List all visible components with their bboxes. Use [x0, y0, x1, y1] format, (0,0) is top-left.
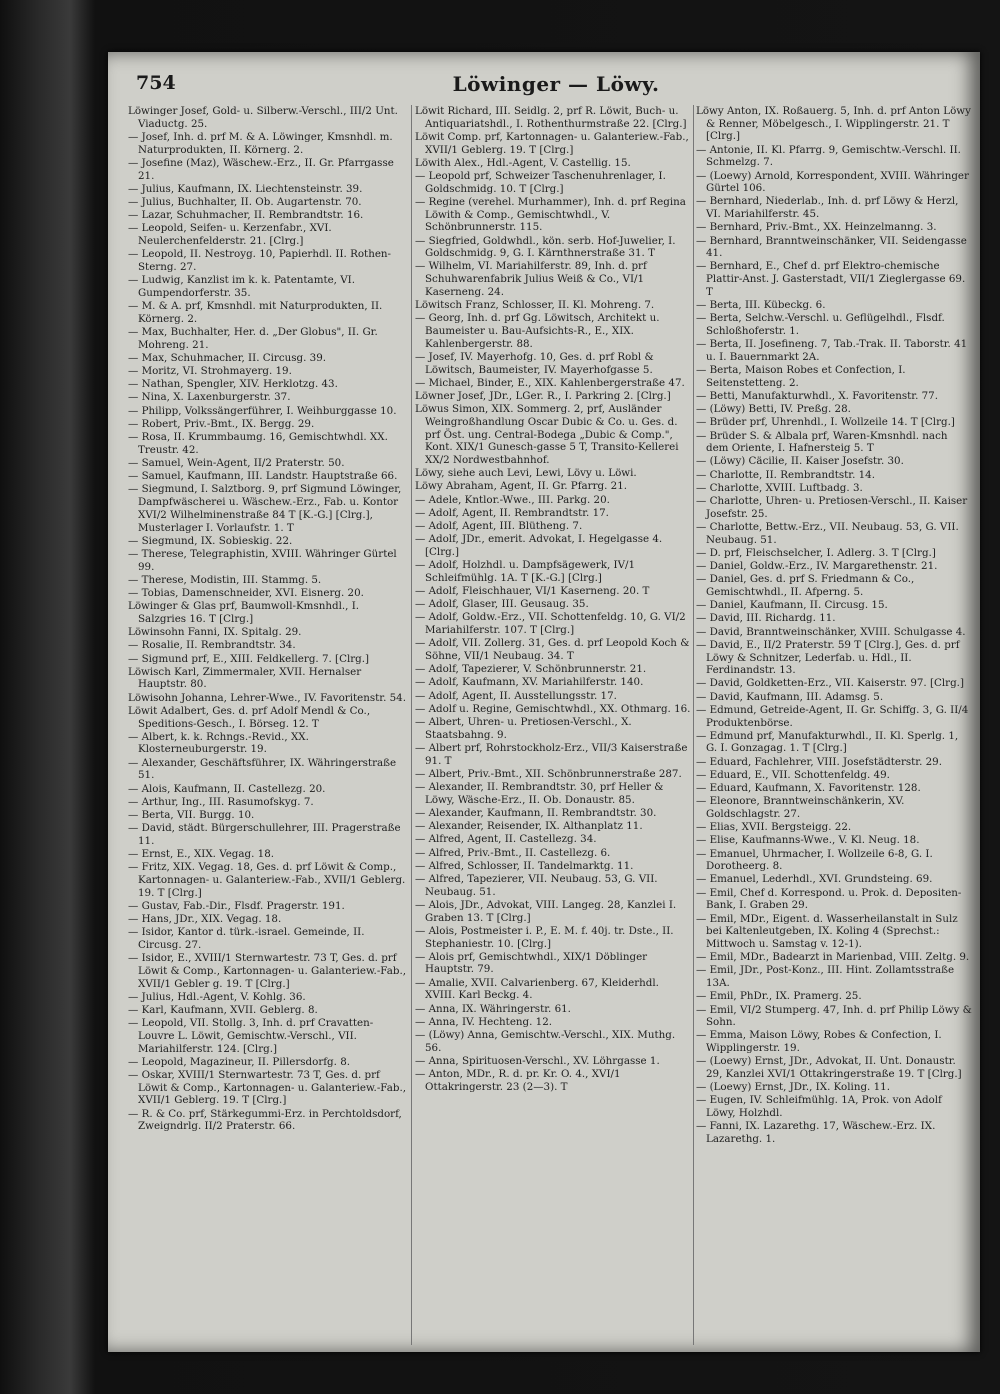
directory-entry: — Betti, Manufakturwhdl., X. Favoritenstr. 77. [696, 389, 939, 402]
directory-entry: — Arthur, Ing., III. Rasumofskyg. 7. [128, 795, 314, 808]
directory-entry: — Eduard, Kaufmann, X. Favoritenstr. 128. [696, 782, 921, 795]
directory-entry: — Regine (verehel. Murhammer), Inh. d. prf Regina Löwith & Comp., Gemischtwhdl., V. Schönbrunnerstr. 115. [415, 195, 686, 234]
directory-entry: — Nathan, Spengler, XIV. Herklotzg. 43. [128, 378, 338, 391]
directory-entry: — Berta, III. Kübeckg. 6. [696, 299, 826, 312]
directory-entry: — Adele, Kntlor.-Wwe., III. Parkg. 20. [415, 493, 610, 506]
directory-entry: — Emil, MDr., Badearzt in Marienbad, VIII. Zeltg. 9. [696, 951, 970, 964]
directory-entry: — Leopold, Magazineur, II. Pillersdorfg. 8. [128, 1055, 351, 1068]
directory-entry: — (Löwy) Betti, IV. Preßg. 28. [696, 403, 851, 416]
directory-entry: — Emil, PhDr., IX. Pramerg. 25. [696, 990, 862, 1003]
directory-entry: — Isidor, Kantor d. türk.-israel. Gemeinde, II. Circusg. 27. [128, 926, 365, 951]
directory-entry: — Berta, II. Josefineng. 7, Tab.-Trak. II. Taborstr. 41 u. I. Bauernmarkt 2A. [696, 338, 968, 363]
directory-entry: — Adolf, Goldw.-Erz., VII. Schottenfeldg. 10, G. VI/2 Mariahilferstr. 107. T [Clrg.] [415, 611, 686, 637]
directory-entry: — Ernst, E., XIX. Vegag. 18. [128, 848, 275, 861]
directory-entry: — M. & A. prf, Kmsnhdl. mit Naturprodukten, II. Körnerg. 2. [128, 300, 383, 325]
directory-entry: — Alfred, Priv.-Bmt., II. Castellezg. 6. [415, 846, 611, 859]
directory-entry: — Leopold, II. Nestroyg. 10, Papierhdl. II. Rothen-Sterng. 27. [128, 248, 392, 273]
directory-entry: — Alfred, Tapezierer, VII. Neubaug. 53, G. VII. Neubaug. 51. [415, 872, 658, 898]
directory-entry: — Tobias, Damenschneider, XVI. Eisnerg. 20. [128, 587, 364, 600]
directory-entry: — Berta, Selchw.-Verschl. u. Geflügelhdl., Flsdf. Schloßhoferstr. 1. [696, 312, 945, 337]
directory-entry: — Albert, Uhren- u. Pretiosen-Verschl., X. Staatsbahng. 9. [415, 716, 632, 741]
directory-entry: — Charlotte, XVIII. Luftbadg. 3. [696, 481, 863, 494]
directory-page [108, 52, 980, 1352]
directory-entry: — Rosalie, II. Rembrandtstr. 34. [128, 639, 296, 652]
directory-entry: — Leopold, VII. Stollg. 3, Inh. d. prf Cravatten-Louvre L. Löwit, Gemischtw.-Verschl., VII. Mariahilferstr. 124. [Clrg.] [128, 1017, 374, 1055]
directory-entry: — Alexander, Reisender, IX. Althanplatz 11. [415, 820, 643, 833]
directory-entry: — Moritz, VI. Strohmayerg. 19. [128, 365, 292, 378]
directory-entry: Löwit Richard, III. Seidlg. 2, prf R. Löwit, Buch- u. Antiquariatshdl., I. Rothenthurmstraße 22. [Clrg.] [415, 105, 687, 130]
directory-entry: — Emil, VI/2 Stumperg. 47, Inh. d. prf Philip Löwy & Sohn. [696, 1003, 972, 1029]
directory-entry: — Siegfried, Goldwhdl., kön. serb. Hof-Juwelier, I. Goldschmidg. 9, G. I. Kärnthnerstraße 31. T [415, 234, 676, 260]
directory-entry: — Anna, Spirituosen-Verschl., XV. Löhrgasse 1. [415, 1054, 660, 1067]
column-middle [415, 105, 691, 1345]
directory-entry: — Eugen, IV. Schleifmühlg. 1A, Prok. von Adolf Löwy, Holzhdl. [696, 1094, 942, 1120]
directory-entry: — Michael, Binder, E., XIX. Kahlenbergerstraße 47. [415, 376, 685, 389]
directory-entry: — David, E., II/2 Praterstr. 59 T [Clrg.], Ges. d. prf Löwy & Schnitzer, Lederfab. u. Hdl., II. Ferdinandstr. 13. [696, 638, 960, 677]
directory-entry: — Josef, Inh. d. prf M. & A. Löwinger, Kmsnhdl. m. Naturprodukten, II. Körnerg. 2. [128, 130, 393, 156]
directory-entry: — Bernhard, Niederlab., Inh. d. prf Löwy & Herzl, VI. Mariahilferstr. 45. [696, 195, 959, 221]
directory-entry: — Karl, Kaufmann, XVII. Geblerg. 8. [128, 1004, 318, 1017]
directory-entry: — Gustav, Fab.-Dir., Flsdf. Pragerstr. 191. [128, 899, 345, 912]
directory-entry: — (Loewy) Arnold, Korrespondent, XVIII. Währinger Gürtel 106. [696, 169, 969, 195]
directory-entry: — Elias, XVII. Bergsteigg. 22. [696, 821, 852, 834]
directory-entry: — Alois, Postmeister i. P., E. M. f. 40j. tr. Dste., II. Stephaniestr. 10. [Clrg.] [415, 924, 674, 950]
page-number: 754 [136, 72, 176, 94]
page-header [136, 72, 976, 102]
directory-entry: — David, Branntweinschänker, XVIII. Schulgasse 4. [696, 625, 966, 638]
directory-entry: — Adolf, JDr., emerit. Advokat, I. Hegelgasse 4. [Clrg.] [415, 533, 663, 558]
directory-entry: Löwit Adalbert, Ges. d. prf Adolf Mendl & Co., Speditions-Gesch., I. Börseg. 12. T [128, 704, 371, 730]
directory-entry: — Fanni, IX. Lazarethg. 17, Wäschew.-Erz. IX. Lazarethg. 1. [696, 1120, 936, 1146]
directory-entry: — David, Kaufmann, III. Adamsg. 5. [696, 690, 884, 703]
directory-entry: — Max, Schuhmacher, II. Circusg. 39. [128, 351, 327, 364]
directory-entry: — Alexander, II. Rembrandtstr. 30, prf Heller & Löwy, Wäsche-Erz., II. Ob. Donaustr. 85. [415, 781, 664, 806]
column-right [696, 105, 972, 1345]
directory-entry: — Therese, Modistin, III. Stammg. 5. [128, 573, 322, 586]
directory-entry: Löwinger Josef, Gold- u. Silberw.-Verschl., III/2 Unt. Viaductg. 25. [128, 105, 398, 130]
directory-entry: — Adolf, Holzhdl. u. Dampfsägewerk, IV/1 Schleifmühlg. 1A. T [K.-G.] [Clrg.] [415, 559, 636, 584]
directory-entry: — Eduard, E., VII. Schottenfeldg. 49. [696, 768, 890, 781]
directory-entry: — Berta, VII. Burgg. 10. [128, 808, 255, 821]
directory-entry: — Leopold prf, Schweizer Taschenuhrenlager, I. Goldschmidg. 10. T [Clrg.] [415, 170, 666, 195]
directory-entry: Löwy Abraham, Agent, II. Gr. Pfarrg. 21. [415, 480, 628, 493]
directory-entry: — Adolf, VII. Zollerg. 31, Ges. d. prf Leopold Koch & Söhne, VII/1 Neubaug. 34. T [415, 637, 690, 663]
directory-entry: — Robert, Priv.-Bmt., IX. Bergg. 29. [128, 417, 315, 430]
directory-entry: — Siegmund, IX. Sobieskig. 22. [128, 534, 293, 547]
directory-entry: — Siegmund, I. Salztborg. 9, prf Sigmund Löwinger, Dampfwäscherei u. Wäschew.-Erz., Fab. u. Kontor XVI/2 Wilhelminenstraße 84 T [K.-G.] [Clrg.], Musterlager I. Vorlaufstr. 1. T [128, 483, 402, 534]
directory-entry: Löwisch Karl, Zimmermaler, XVII. Hernalser Hauptstr. 80. [128, 665, 362, 691]
directory-entry: — Amalie, XVII. Calvarienberg. 67, Kleiderhdl. XVIII. Karl Beckg. 4. [415, 976, 659, 1002]
directory-entry: — Eduard, Fachlehrer, VIII. Josefstädterstr. 29. [696, 755, 943, 768]
directory-entry: — (Loewy) Ernst, JDr., Advokat, II. Unt. Donaustr. 29, Kanzlei XVI/1 Ottakringerstraße 19. T [Clrg.] [696, 1055, 962, 1081]
directory-entry: — Emil, MDr., Eigent. d. Wasserheilanstalt in Sulz bei Kaltenleutgeben, IX. Koling 4 (Sprechst.: Mittwoch u. Samstag v. 12-1). [696, 912, 958, 950]
directory-entry: — Emil, JDr., Post-Konz., III. Hint. Zollamtsstraße 13A. [696, 964, 955, 990]
directory-entry: — Daniel, Ges. d. prf S. Friedmann & Co., Gemischtwhdl., II. Afperng. 5. [696, 573, 915, 599]
directory-entry: — Daniel, Goldw.-Erz., IV. Margarethenstr. 21. [696, 560, 938, 573]
directory-entry: — Charlotte, Bettw.-Erz., VII. Neubaug. 53, G. VII. Neubaug. 51. [696, 521, 959, 546]
directory-entry: — Berta, Maison Robes et Confection, I. Seitenstetteng. 2. [696, 364, 906, 389]
directory-entry: — Julius, Buchhalter, II. Ob. Augartenstr. 70. [128, 195, 362, 208]
directory-entry: — Nina, X. Laxenburgerstr. 37. [128, 391, 291, 404]
directory-entry: — Anna, IV. Hechteng. 12. [415, 1015, 553, 1028]
directory-entry: — Max, Buchhalter, Her. d. „Der Globus", II. Gr. Mohreng. 21. [128, 325, 378, 351]
directory-entry: — Alexander, Kaufmann, II. Rembrandtstr. 30. [415, 806, 657, 819]
directory-entry: — Fritz, XIX. Vegag. 18, Ges. d. prf Löwit & Comp., Kartonnagen- u. Galanteriew.-Fab., XVII/1 Geblerg. 19. T [Clrg.] [128, 861, 406, 899]
directory-entry: — (Löwy) Anna, Gemischtw.-Verschl., XIX. Muthg. 56. [415, 1028, 676, 1054]
directory-entry: — Elise, Kaufmanns-Wwe., V. Kl. Neug. 18. [696, 834, 920, 847]
directory-entry: — Adolf, Agent, II. Ausstellungsstr. 17. [415, 689, 617, 702]
directory-entry: — Isidor, E., XVIII/1 Sternwartestr. 73 T, Ges. d. prf Löwit & Comp., Kartonnagen- u. Galanteriew.-Fab., XVII/1 Gebler g. 19. T [Clrg.] [128, 952, 407, 990]
directory-entry: — (Löwy) Cäcilie, II. Kaiser Josefstr. 30. [696, 455, 904, 468]
directory-entry: Löwith Alex., Hdl.-Agent, V. Castellig. 15. [415, 156, 631, 169]
directory-entry: Löwy Anton, IX. Roßauerg. 5, Inh. d. prf Anton Löwy & Renner, Möbelgesch., I. Wipplingerstr. 21. T [Clrg.] [696, 105, 971, 143]
directory-entry: — David, III. Richardg. 11. [696, 612, 836, 625]
directory-entry: — Josef, IV. Mayerhofg. 10, Ges. d. prf Robl & Löwitsch, Baumeister, IV. Mayerhofgasse 5. [415, 350, 654, 376]
directory-entry: — Antonie, II. Kl. Pfarrg. 9, Gemischtw.-Verschl. II. Schmelzg. 7. [696, 143, 961, 169]
directory-entry: — Edmund prf, Manufakturwhdl., II. Kl. Sperlg. 1, G. I. Gonzagag. 1. T [Clrg.] [696, 729, 959, 755]
directory-entry: — Julius, Hdl.-Agent, V. Kohlg. 36. [128, 990, 306, 1003]
directory-entry: — Albert prf, Rohrstockholz-Erz., VII/3 Kaiserstraße 91. T [415, 741, 688, 767]
directory-entry: — Bernhard, Branntweinschänker, VII. Seidengasse 41. [696, 234, 967, 260]
directory-entry: — Albert, k. k. Rchngs.-Revid., XX. Klosterneuburgerstr. 19. [128, 730, 309, 756]
directory-entry: — Alfred, Schlosser, II. Tandelmarktg. 11. [415, 859, 634, 872]
directory-entry: — D. prf, Fleischselcher, I. Adlerg. 3. T [Clrg.] [696, 546, 936, 559]
directory-entry: — Wilhelm, VI. Mariahilferstr. 89, Inh. d. prf Schuhwarenfabrik Julius Weiß & Co., VI/1 Kaserneng. 24. [415, 260, 647, 298]
directory-entry: Löwinsohn Fanni, IX. Spitalg. 29. [128, 626, 302, 639]
directory-entry: — Alexander, Geschäftsführer, IX. Währingerstraße 51. [128, 756, 397, 782]
directory-entry: — Daniel, Kaufmann, II. Circusg. 15. [696, 599, 888, 612]
directory-entry: — Adolf, Kaufmann, XV. Mariahilferstr. 140. [415, 676, 644, 689]
directory-entry: — Leopold, Seifen- u. Kerzenfabr., XVI. Neulerchenfelderstr. 21. [Clrg.] [128, 222, 332, 248]
directory-entry: — Alois, JDr., Advokat, VIII. Langeg. 28, Kanzlei I. Graben 13. T [Clrg.] [415, 898, 677, 924]
directory-entry: — Hans, JDr., XIX. Vegag. 18. [128, 913, 282, 926]
directory-entry: — Edmund, Getreide-Agent, II. Gr. Schiffg. 3, G. II/4 Produktenbörse. [696, 703, 969, 729]
directory-entry: — Josefine (Maz), Wäschew.-Erz., II. Gr. Pfarrgasse 21. [128, 156, 394, 182]
directory-entry: — (Loewy) Ernst, JDr., IX. Koling. 11. [696, 1081, 890, 1094]
directory-entry: — Anton, MDr., R. d. pr. Kr. O. 4., XVI/1 Ottakringerstr. 23 (2—3). T [415, 1068, 621, 1093]
directory-entry: — Lazar, Schuhmacher, II. Rembrandtstr. 16. [128, 209, 364, 222]
directory-entry: Löwisohn Johanna, Lehrer-Wwe., IV. Favoritenstr. 54. [128, 691, 406, 704]
directory-entry: — Eleonore, Branntweinschänkerin, XV. Goldschlagstr. 27. [696, 795, 905, 820]
directory-entry: — Philipp, Volkssängerführer, I. Weihburggasse 10. [128, 404, 397, 417]
column-rule [411, 105, 412, 1345]
column-left [128, 105, 408, 1345]
directory-entry: — Charlotte, II. Rembrandtstr. 14. [696, 468, 875, 481]
directory-entry: — Ludwig, Kanzlist im k. k. Patentamte, VI. Gumpendorferstr. 35. [128, 274, 356, 299]
directory-entry: — Julius, Kaufmann, IX. Liechtensteinstr. 39. [128, 182, 363, 195]
directory-entry: — Adolf, Agent, II. Rembrandtstr. 17. [415, 506, 609, 519]
directory-entry: — Emanuel, Uhrmacher, I. Wollzeile 6-8, G. I. Dorotheerg. 8. [696, 847, 933, 873]
directory-entry: — Adolf u. Regine, Gemischtwhdl., XX. Othmarg. 16. [415, 702, 691, 715]
column-rule [693, 105, 694, 1345]
directory-entry: — Georg, Inh. d. prf Gg. Löwitsch, Architekt u. Baumeister u. Bau-Aufsichts-R., E., XIX. Kahlenbergerstr. 88. [415, 312, 660, 350]
directory-entry: — Emma, Maison Löwy, Robes & Confection, I. Wipplingerstr. 19. [696, 1029, 942, 1055]
directory-entry: — David, städt. Bürgerschullehrer, III. Pragerstraße 11. [128, 822, 401, 847]
directory-entry: — Bernhard, Priv.-Bmt., XX. Heinzelmanng. 3. [696, 221, 937, 234]
directory-entry: — Alois prf, Gemischtwhdl., XIX/1 Döblinger Hauptstr. 79. [415, 950, 648, 976]
running-head: Löwinger — Löwy. [452, 72, 660, 96]
directory-entry: — Emil, Chef d. Korrespond. u. Prok. d. Depositen-Bank, I. Graben 29. [696, 886, 962, 912]
directory-entry: Löwitsch Franz, Schlosser, II. Kl. Mohreng. 7. [415, 299, 655, 312]
directory-entry: — Bernhard, E., Chef d. prf Elektro-chemische Plattir-Anst. J. Gasterstadt, VII/1 Zieglergasse 69. T [696, 260, 966, 298]
directory-entry: Löwus Simon, XIX. Sommerg. 2, prf, Ausländer Weingroßhandlung Oscar Dubic & Co. u. Ges. d. prf Öst. ung. Central-Bodega „Dubic & Comp.", Kont. XIX/1 Gunesch-gasse 5 T, Transito-Kellerei XX/2 Nordwestbahnhof. [415, 403, 679, 466]
directory-entry: — Alfred, Agent, II. Castellezg. 34. [415, 833, 597, 846]
directory-entry: — Adolf, Tapezierer, V. Schönbrunnerstr. 21. [415, 663, 647, 676]
directory-entry: Löwinger & Glas prf, Baumwoll-Kmsnhdl., I. Salzgries 16. T [Clrg.] [128, 600, 360, 625]
directory-entry: — Brüder S. & Albala prf, Waren-Kmsnhdl. nach dem Oriente, I. Hafnersteig 5. T [696, 429, 948, 455]
directory-entry: — Charlotte, Uhren- u. Pretiosen-Verschl., II. Kaiser Josefstr. 25. [696, 495, 968, 520]
directory-entry: — Anna, IX. Währingerstr. 61. [415, 1002, 571, 1015]
directory-entry: — Oskar, XVIII/1 Sternwartestr. 73 T, Ges. d. prf Löwit & Comp., Kartonnagen- u. Galanteriew.-Fab., XVII/1 Geblerg. 19. T [Clrg.] [128, 1069, 407, 1107]
directory-entry: — Albert, Priv.-Bmt., XII. Schönbrunnerstraße 287. [415, 767, 682, 780]
directory-entry: — Brüder prf, Uhrenhdl., I. Wollzeile 14. T [Clrg.] [696, 416, 955, 429]
directory-entry: — R. & Co. prf, Stärkegummi-Erz. in Perchtoldsdorf, Zweigndrlg. II/2 Praterstr. 66. [128, 1107, 402, 1133]
directory-entry: — Emanuel, Lederhdl., XVI. Grundsteing. 69. [696, 873, 933, 886]
directory-entry: Löwy, siehe auch Levi, Lewi, Lövy u. Löwi. [415, 467, 637, 480]
directory-entry: — Alois, Kaufmann, II. Castellezg. 20. [128, 782, 326, 795]
directory-entry: — Samuel, Kaufmann, III. Landstr. Hauptstraße 66. [128, 470, 398, 483]
directory-entry: — Rosa, II. Krummbaumg. 16, Gemischtwhdl. XX. Treustr. 42. [128, 431, 388, 456]
directory-entry: — Sigmund prf, E., XIII. Feldkellerg. 7. [Clrg.] [128, 652, 370, 665]
directory-entry: — Adolf, Glaser, III. Geusaug. 35. [415, 598, 589, 611]
directory-entry: Löwit Comp. prf, Kartonnagen- u. Galanteriew.-Fab., XVII/1 Geblerg. 19. T [Clrg.] [415, 130, 689, 156]
directory-entry: — Therese, Telegraphistin, XVIII. Währinger Gürtel 99. [128, 547, 397, 573]
directory-entry: — Samuel, Wein-Agent, II/2 Praterstr. 50. [128, 456, 345, 469]
directory-entry: — David, Goldketten-Erz., VII. Kaiserstr. 97. [Clrg.] [696, 677, 964, 690]
directory-entry: Löwner Josef, JDr., LGer. R., I. Parkring 2. [Clrg.] [415, 389, 671, 402]
directory-entry: — Adolf, Agent, III. Blütheng. 7. [415, 520, 583, 532]
directory-entry: — Adolf, Fleischhauer, VI/1 Kaserneng. 20. T [415, 585, 650, 598]
